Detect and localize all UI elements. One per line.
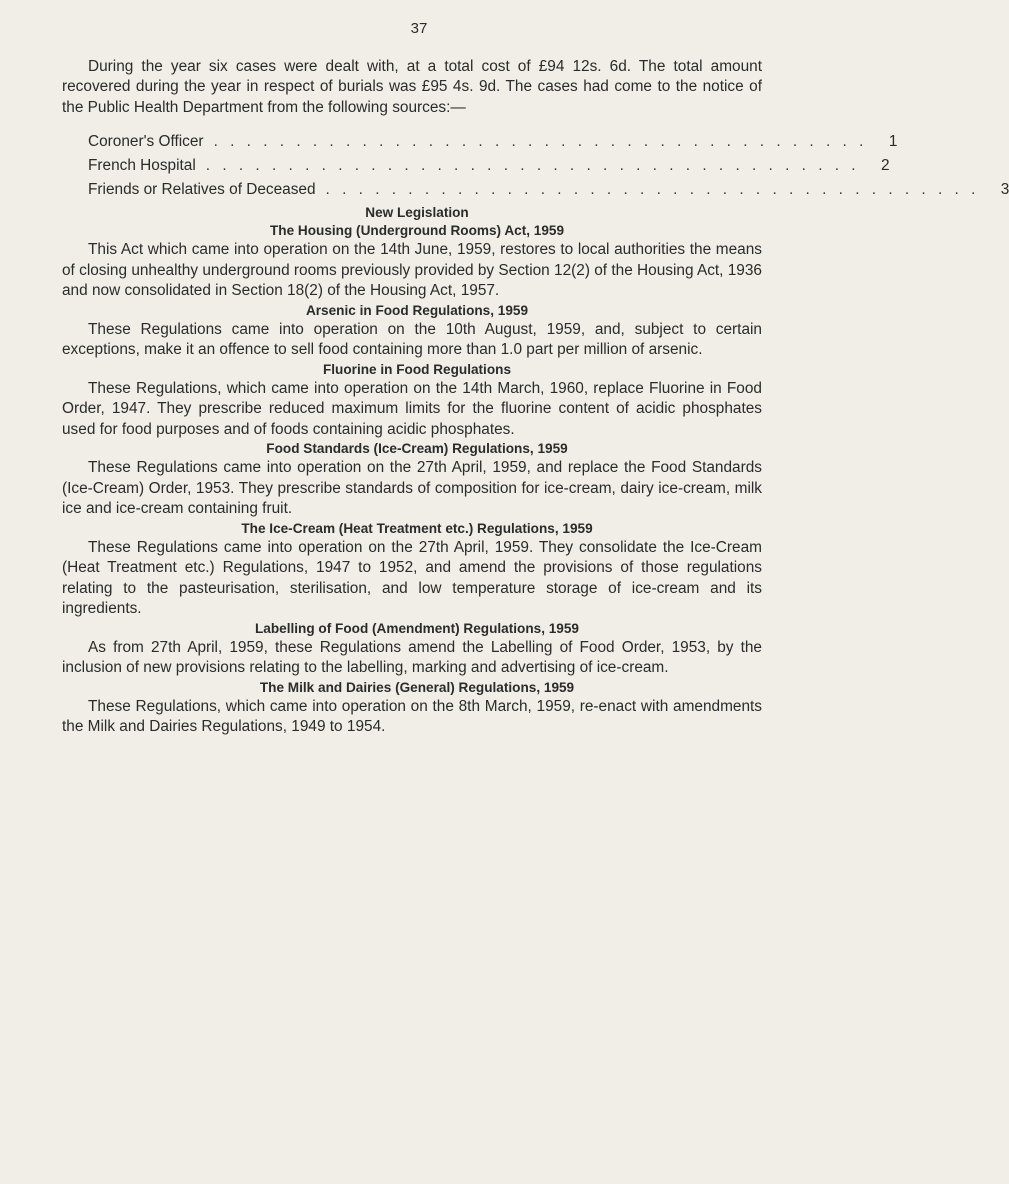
- regulation-title: Arsenic in Food Regulations, 1959: [305, 302, 529, 318]
- regulation-title: Labelling of Food (Amendment) Regulations, 1959: [254, 620, 579, 636]
- source-row: [88, 180, 1009, 204]
- regulation-title: Food Standards (Ice-Cream) Regulations, 1959: [266, 441, 568, 456]
- regulation-text: As from 27th April, 1959, these Regulations amend the Labelling of Food Order, 1953, by the inclusion of new provisions relating to the labelling, marking and advertising of ice-cream.: [62, 638, 762, 676]
- source-label: Friends or Relatives of Deceased: [88, 181, 316, 198]
- regulation-title: Fluorine in Food Regulations: [322, 361, 512, 377]
- page-number: 37: [410, 20, 428, 37]
- dot-leader: . . . . . . . . . . . . . . . . . . . . . . . . . . . . . . . . . . . . . . . .: [205, 157, 860, 174]
- section-title: New Legislation: [365, 205, 469, 220]
- regulation-text: These Regulations, which came into operation on the 8th March, 1959, re-enact with amendments the Milk and Dairies Regulations, 1949 to 1954.: [62, 697, 762, 735]
- sources-list: [88, 132, 1009, 204]
- source-count: 1: [888, 133, 898, 150]
- source-row: [88, 156, 890, 180]
- source-label: French Hospital: [88, 157, 196, 174]
- regulation-text: These Regulations came into operation on the 27th April, 1959, and replace the Food Standards (Ice-Cream) Order, 1953. They prescribe standards of composition for ice-cream, dairy ice-cream, milk ice and ice-cream containing fruit.: [62, 459, 762, 517]
- source-row: [88, 132, 898, 156]
- regulation-text: These Regulations, which came into operation on the 14th March, 1960, replace Fluorine in Food Order, 1947. They prescribe reduced maximum limits for the fluorine content of acidic phosphates used for food purposes and of foods containing acidic phosphates.: [62, 379, 762, 438]
- regulation-title: The Housing (Underground Rooms) Act, 1959: [269, 223, 565, 238]
- regulation-text: This Act which came into operation on the 14th June, 1959, restores to local authorities the means of closing unhealthy underground rooms previously provided by Section 12(2) of the Housing Act, 1936 and now consolidated in Section 18(2) of the Housing Act, 1957.: [62, 241, 762, 299]
- regulation-title: The Ice-Cream (Heat Treatment etc.) Regulations, 1959: [241, 520, 593, 536]
- dot-leader: . . . . . . . . . . . . . . . . . . . . . . . . . . . . . . . . . . . . . . . .: [325, 181, 980, 198]
- source-label: Coroner's Officer: [88, 133, 204, 150]
- source-count: 3: [1000, 181, 1009, 198]
- regulation-title: The Milk and Dairies (General) Regulations, 1959: [259, 679, 575, 695]
- source-count: 2: [881, 157, 890, 174]
- regulation-text: These Regulations came into operation on the 27th April, 1959. They consolidate the Ice-Cream (Heat Treatment etc.) Regulations, 1947 to 1952, and amend the provisions of those regulations relating to the pasteurisation, sterilisation, and low temperature storage of ice-cream and its ingredients.: [62, 538, 762, 617]
- regulation-text: These Regulations came into operation on the 10th August, 1959, and, subject to certain exceptions, make it an offence to sell food containing more than 1.0 part per million of arsenic.: [62, 320, 762, 358]
- intro-paragraph: During the year six cases were dealt with, at a total cost of £94 12s. 6d. The total amount recovered during the year in respect of burials was £95 4s. 9d. The cases had come to the notice of the Public Health Department from the following sources:—: [62, 57, 762, 116]
- dot-leader: . . . . . . . . . . . . . . . . . . . . . . . . . . . . . . . . . . . . . . . .: [213, 133, 868, 150]
